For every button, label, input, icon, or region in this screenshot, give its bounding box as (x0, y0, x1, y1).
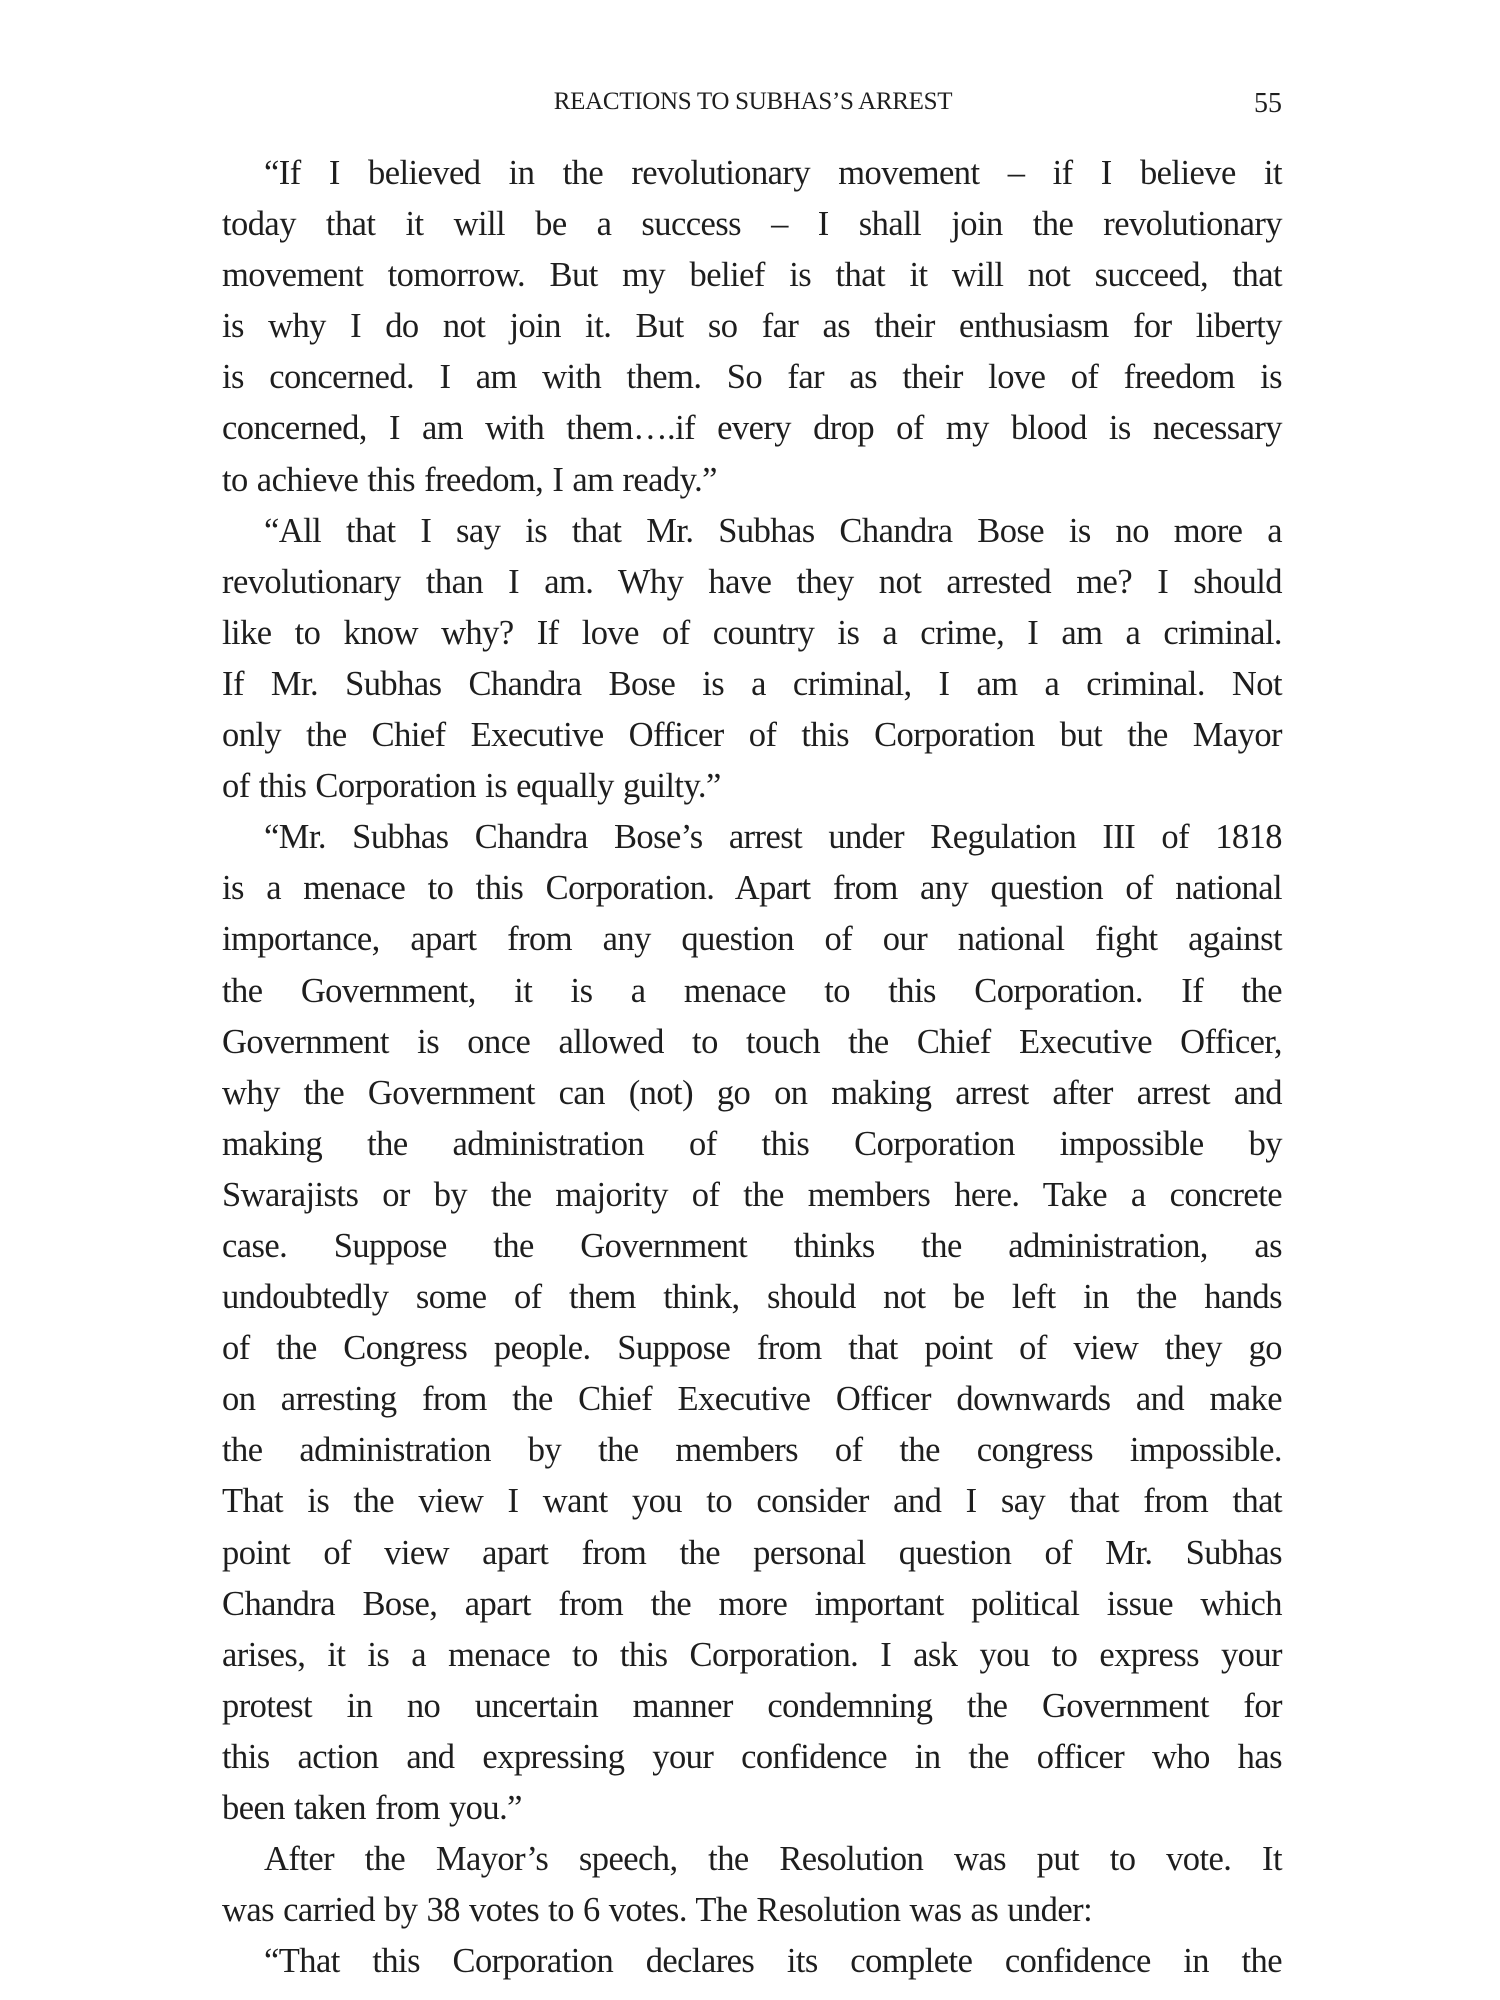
text-line: only the Chief Executive Officer of this Corporation but the Mayor (222, 716, 1282, 755)
text-line: protest in no uncertain manner condemning the Government for (222, 1686, 1282, 1725)
text-line: Government is once allowed to touch the Chief Executive Officer, (222, 1022, 1282, 1061)
paragraph (222, 1834, 1282, 1936)
text-line: If Mr. Subhas Chandra Bose is a criminal, I am a criminal. Not (222, 664, 1282, 703)
text-line: movement tomorrow. But my belief is that it will not succeed, that (222, 256, 1282, 295)
text-line: That is the view I want you to consider and I say that from that (222, 1482, 1282, 1521)
paragraph (222, 148, 1282, 506)
text-line: “If I believed in the revolutionary movement – if I believe it (264, 154, 1282, 192)
text-line: of this Corporation is equally guilty.” (222, 767, 721, 806)
text-line: “All that I say is that Mr. Subhas Chandra Bose is no more a (264, 511, 1282, 550)
text-line: the Government, it is a menace to this Corporation. If the (222, 971, 1282, 1010)
text-line: After the Mayor’s speech, the Resolution was put to vote. It (264, 1840, 1282, 1879)
text-line: case. Suppose the Government thinks the administration, as (222, 1226, 1282, 1265)
text-line: point of view apart from the personal question of Mr. Subhas (222, 1533, 1282, 1572)
text-line: is a menace to this Corporation. Apart from any question of national (222, 869, 1282, 908)
paragraph (222, 1936, 1282, 1987)
text-line: was carried by 38 votes to 6 votes. The Resolution was as under: (222, 1891, 1093, 1930)
text-line: Chandra Bose, apart from the more important political issue which (222, 1584, 1282, 1623)
text-line: like to know why? If love of country is a crime, I am a criminal. (222, 613, 1282, 652)
text-line: arises, it is a menace to this Corporation. I ask you to express your (222, 1635, 1282, 1674)
text-line: concerned, I am with them….if every drop of my blood is necessary (222, 409, 1282, 448)
body-text (222, 148, 1282, 1987)
text-line: today that it will be a success – I shall join the revolutionary (222, 205, 1282, 244)
text-line: importance, apart from any question of our national fight against (222, 920, 1282, 959)
text-line: to achieve this freedom, I am ready.” (222, 460, 717, 499)
text-line: “That this Corporation declares its complete confidence in the (264, 1942, 1282, 1981)
paragraph (222, 812, 1282, 1834)
text-line: the administration by the members of the congress impossible. (222, 1431, 1282, 1470)
running-title: REACTIONS TO SUBHAS’S ARREST (553, 88, 953, 115)
text-line: “Mr. Subhas Chandra Bose’s arrest under Regulation III of 1818 (264, 818, 1282, 857)
text-line: Swarajists or by the majority of the members here. Take a concrete (222, 1175, 1282, 1214)
text-line: why the Government can (not) go on making arrest after arrest and (222, 1073, 1282, 1112)
text-line: revolutionary than I am. Why have they not arrested me? I should (222, 562, 1282, 601)
text-line: is why I do not join it. But so far as their enthusiasm for liberty (222, 307, 1282, 346)
text-line: of the Congress people. Suppose from that point of view they go (222, 1329, 1282, 1368)
text-line: making the administration of this Corporation impossible by (222, 1124, 1282, 1163)
text-line: on arresting from the Chief Executive Officer downwards and make (222, 1380, 1282, 1419)
text-line: is concerned. I am with them. So far as their love of freedom is (222, 358, 1282, 397)
paragraph (222, 506, 1282, 813)
text-line: undoubtedly some of them think, should not be left in the hands (222, 1278, 1282, 1317)
text-line: this action and expressing your confidence in the officer who has (222, 1737, 1282, 1776)
page-number: 55 (1254, 88, 1282, 119)
running-header (224, 88, 1282, 124)
text-line: been taken from you.” (222, 1789, 522, 1827)
